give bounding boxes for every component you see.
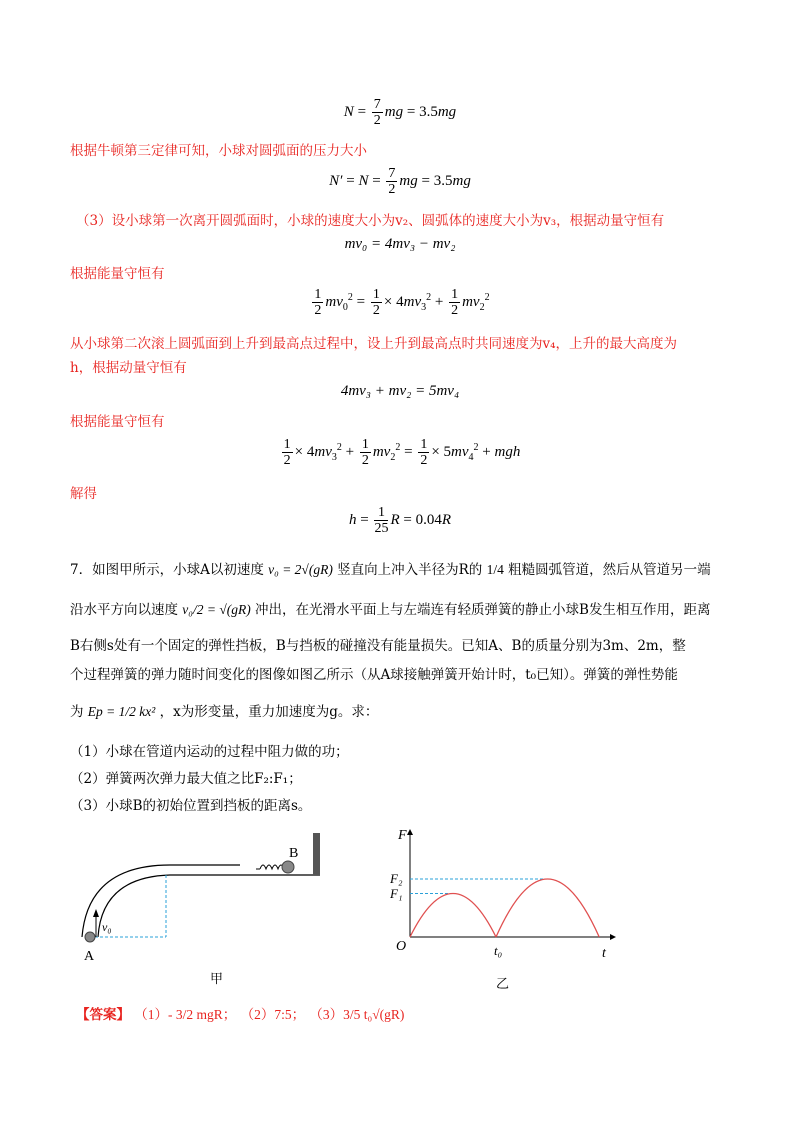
equation-energy-2: $\frac{1}{2}$ × $4mv_3^2$ + $\frac{1}{2}$ $mv_2^2$ = $\frac{1}{2}$ × $5mv_4^2$ + mgh	[283, 437, 521, 468]
label-b: B	[289, 846, 299, 861]
answer-part-2: （2）7:5；	[240, 1007, 306, 1022]
label-f: F	[398, 828, 407, 843]
ball-b	[282, 861, 294, 873]
text-newton-third: 根据牛顿第三定律可知，小球对圆弧面的压力大小	[70, 143, 367, 159]
question-1: （1）小球在管道内运动的过程中阻力做的功；	[70, 744, 349, 760]
problem-line-5: 为 Ep = 1/2 kx² ，x为形变量，重力加速度为g。求：	[70, 704, 379, 720]
question-2: （2）弹簧两次弹力最大值之比F₂:F₁；	[70, 771, 302, 787]
caption-jia: 甲	[210, 972, 224, 987]
f-axis-arrow	[407, 829, 413, 835]
equation-n: N = $\frac{7}{2}$ mg = 3.5mg	[343, 97, 457, 128]
wall	[313, 833, 320, 875]
equation-energy-1: $\frac{1}{2}$ $mv_0^2$ = $\frac{1}{2}$ × $4mv_3^2$ + $\frac{1}{2}$ $mv_2^2$	[314, 287, 490, 318]
force-arch-2	[496, 879, 599, 937]
figure-yi	[390, 825, 630, 995]
label-a: A	[84, 949, 95, 964]
label-f2: F₂	[390, 871, 403, 886]
problem-line-3: B右侧s处有一个固定的弹性挡板，B与挡板的碰撞没有能量损失。已知A、B的质量分别为3m、2m，整	[70, 638, 686, 654]
text-second-roll-a: 从小球第二次滚上圆弧面到上升到最高点过程中，设上升到最高点时共同速度为v₄，上升的最大高度为	[70, 336, 678, 352]
label-f1: F₁	[390, 886, 403, 901]
text-solve: 解得	[70, 486, 97, 502]
text-second-roll-b: h，根据动量守恒有	[70, 360, 187, 376]
text-energy-conservation-1: 根据能量守恒有	[70, 266, 165, 282]
ball-a	[85, 932, 95, 942]
answer-part-3: （3）3/5 t₀√(gR)	[309, 1007, 405, 1022]
text-energy-conservation-2: 根据能量守恒有	[70, 414, 165, 430]
equation-h-result: h = $\frac{1}{25}$ R = 0.04R	[348, 505, 452, 536]
label-v0: v₀	[102, 920, 112, 934]
label-t: t	[602, 946, 606, 961]
equation-momentum-2: 4mv₃ + mv₂ = 5mv₄	[340, 383, 460, 399]
force-arch-1	[410, 894, 496, 938]
label-t0: t₀	[494, 943, 503, 958]
figure-jia	[70, 825, 340, 990]
answer-line	[76, 1005, 404, 1025]
problem-line-2: 沿水平方向以速度 v₀/2 = √(gR) 冲出，在光滑水平面上与左端连有轻质弹簧的静止小球B发生相互作用，距离	[70, 602, 711, 618]
equation-momentum-1: mv₀ = 4mv₃ − mv₂	[344, 236, 456, 252]
text-part3-intro: （3）设小球第一次离开圆弧面时，小球的速度大小为v₂、圆弧体的速度大小为v₃，根据动量守恒有	[76, 213, 665, 229]
label-origin: O	[396, 939, 407, 954]
problem-line-4: 个过程弹簧的弹力随时间变化的图像如图乙所示（从A球接触弹簧开始计时，t₀已知）。弹簧的弹性势能	[70, 667, 678, 683]
problem-line-1: 7．如图甲所示，小球A以初速度 v₀ = 2√(gR) 竖直向上冲入半径为R的 1/4 粗糙圆弧管道，然后从管道另一端	[70, 562, 711, 578]
answer-part-1: （1）- 3/2 mgR；	[134, 1007, 237, 1022]
answer-label: 【答案】	[76, 1007, 130, 1023]
equation-n-prime: N′ = N = $\frac{7}{2}$ mg = 3.5mg	[329, 166, 471, 197]
velocity-arrowhead	[93, 909, 99, 917]
question-3: （3）小球B的初始位置到挡板的距离s。	[70, 798, 312, 814]
t-axis-arrow	[610, 934, 616, 940]
caption-yi: 乙	[496, 977, 510, 992]
